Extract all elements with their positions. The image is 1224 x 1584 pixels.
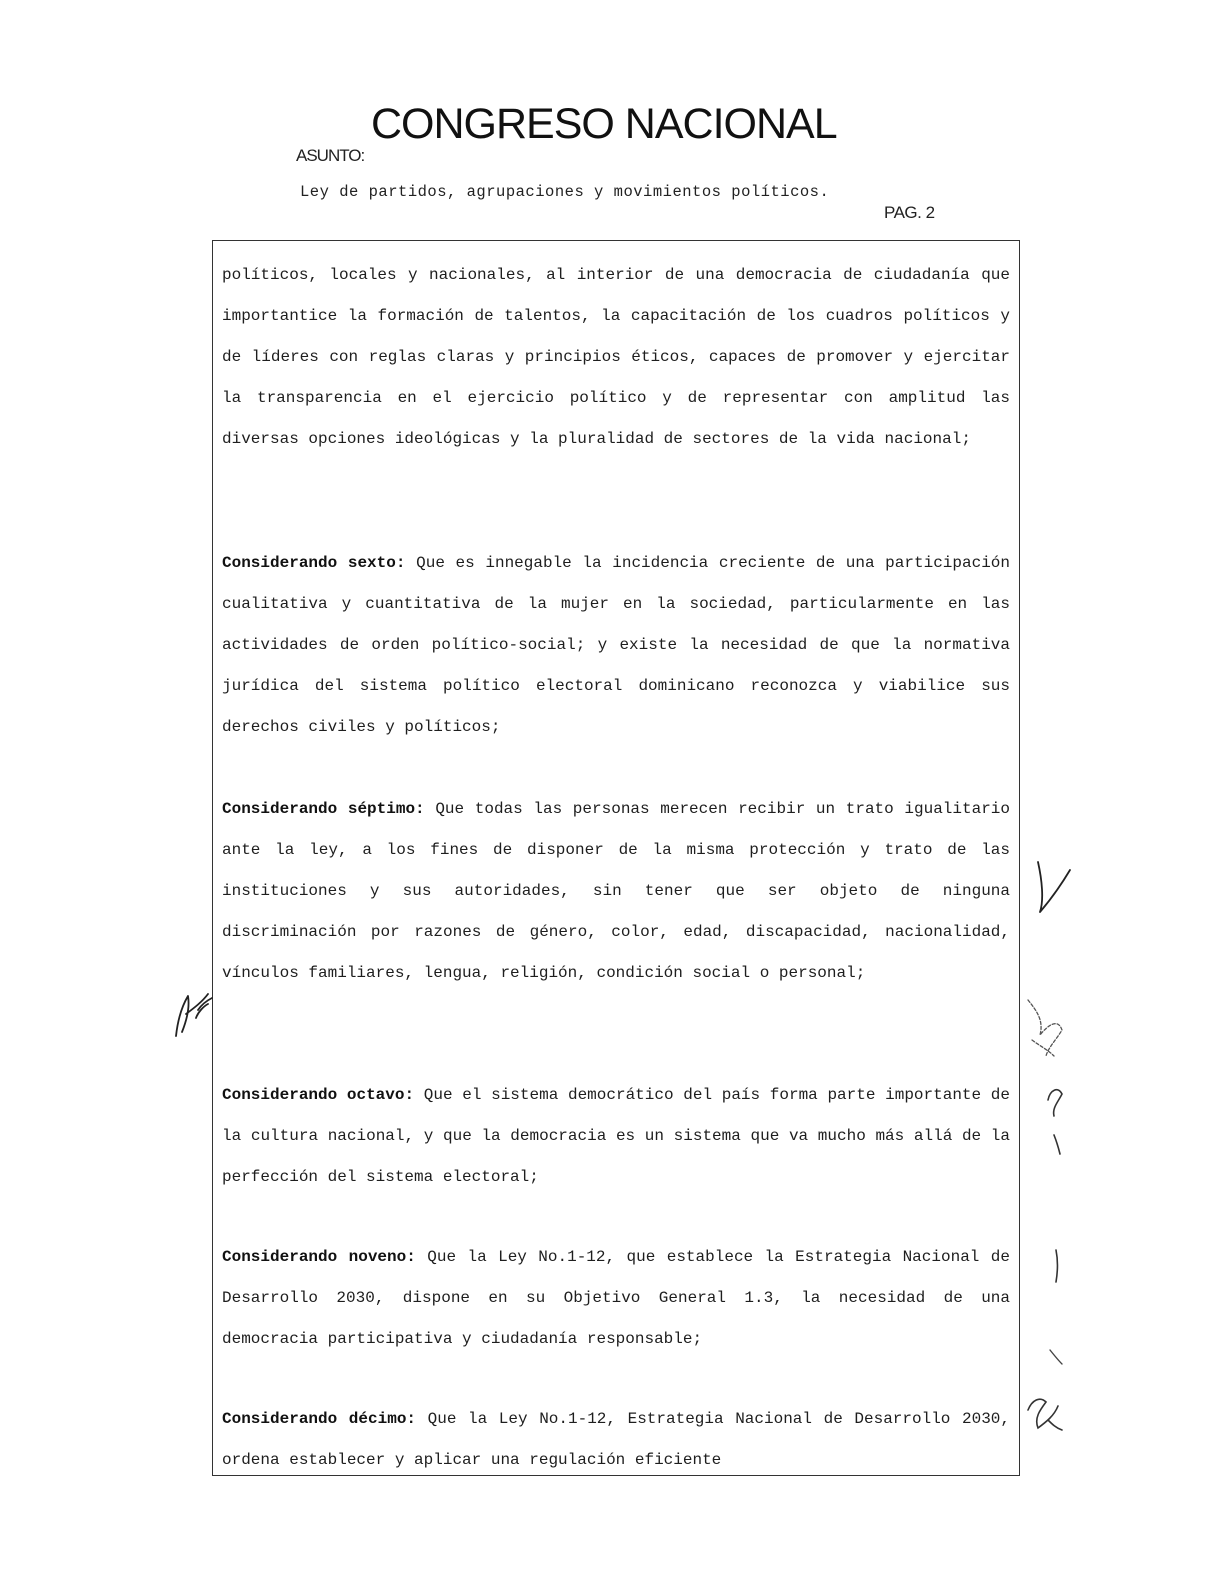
paragraph-considerando-sexto: [222, 543, 1010, 748]
paragraph-text: políticos, locales y nacionales, al interior de una democracia de ciudadanía que importantice la formación de talentos, la capacitación de los cuadros políticos y de líderes con reglas claras y principios éticos, capaces de promover y ejercitar la transparencia en el ejercicio político y de representar con amplitud las diversas opciones ideológicas y la pluralidad de sectores de la vida nacional;: [222, 266, 1010, 448]
paragraph-continuation: [222, 255, 1010, 460]
paragraph-considerando-octavo: [222, 1075, 1010, 1198]
subject-line: Ley de partidos, agrupaciones y movimientos políticos.: [300, 183, 830, 201]
paragraph-heading: Considerando séptimo:: [222, 800, 425, 818]
paragraph-text: Que la Ley No.1-12, que establece la Estrategia Nacional de Desarrollo 2030, dispone en su Objetivo General 1.3, la necesidad de una democracia participativa y ciudadanía responsable;: [222, 1248, 1011, 1348]
paragraph-heading: Considerando sexto:: [222, 554, 406, 572]
paragraph-heading: Considerando noveno:: [222, 1248, 416, 1266]
asunto-label: ASUNTO:: [296, 146, 365, 165]
paragraph-text: Que todas las personas merecen recibir un trato igualitario ante la ley, a los fines de disponer de la misma protección y trato de las instituciones y sus autoridades, sin tener que ser objeto de ninguna discriminación por razones de género, color, edad, discapacidad, nacionalidad, vínculos familiares, lengua, religión, condición social o personal;: [222, 800, 1011, 982]
page-number: PAG. 2: [884, 203, 935, 222]
paragraph-heading: Considerando décimo:: [222, 1410, 417, 1428]
paragraph-text: Que la Ley No.1-12, Estrategia Nacional de Desarrollo 2030, ordena establecer y aplicar una regulación eficiente: [222, 1410, 1011, 1469]
left-margin-initials-mark: [168, 978, 218, 1048]
paragraph-text: Que el sistema democrático del país forma parte importante de la cultura nacional, y que la democracia es un sistema que va mucho más allá de la perfección del sistema electoral;: [222, 1086, 1010, 1186]
right-margin-signature-mark: [1018, 850, 1088, 1450]
paragraph-considerando-decimo: [222, 1399, 1010, 1481]
paragraph-heading: Considerando octavo:: [222, 1086, 415, 1104]
paragraph-considerando-noveno: [222, 1237, 1010, 1360]
document-title: CONGRESO NACIONAL: [371, 100, 837, 148]
paragraph-text: Que es innegable la incidencia creciente de una participación cualitativa y cuantitativa de la mujer en la sociedad, particularmente en las actividades de orden político-social; y existe la necesidad de que la normativa jurídica del sistema político electoral dominicano reconozca y viabilice sus derechos civiles y políticos;: [222, 554, 1011, 736]
paragraph-considerando-septimo: [222, 789, 1010, 994]
